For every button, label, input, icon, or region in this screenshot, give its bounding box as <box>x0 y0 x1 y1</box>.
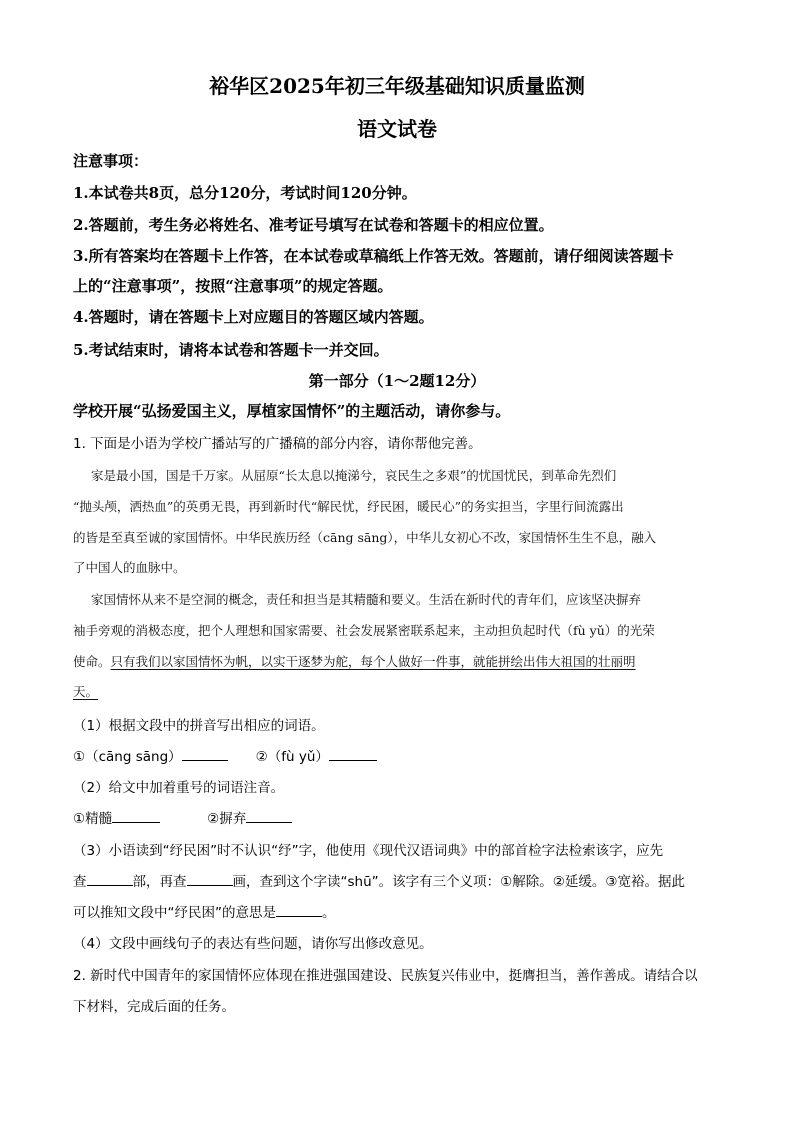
blank-label: ①精髓 <box>73 811 113 827</box>
question-text: 。 <box>322 905 336 921</box>
question-text: 画，查到这个字读“shū”。该字有三个义项：①解除。②延缓。③宽裕。据此 <box>232 874 685 890</box>
question-2-line: 下材料，完成后面的任务。 <box>73 999 235 1015</box>
subquestion-3-line <box>73 870 723 890</box>
answer-blank[interactable] <box>182 746 228 761</box>
answer-blank[interactable] <box>112 808 160 823</box>
blank-label: ①（cāng sāng） <box>73 749 182 765</box>
question-text: 可以推知文段中“纾民困”的意思是 <box>73 905 276 921</box>
notice-item: 上的“注意事项”，按照“注意事项”的规定答题。 <box>73 277 393 295</box>
answer-blank[interactable] <box>329 746 377 761</box>
part-heading: 第一部分（1～2题12分） <box>308 372 486 390</box>
answer-blank[interactable] <box>87 871 133 886</box>
passage-line: 袖手旁观的消极态度，把个人理想和国家需要、社会发展紧密联系起来，主动担负起时代（fù yǔ）的光荣 <box>73 623 655 638</box>
subquestion-3-line: （3）小语读到“纾民困”时不认识“纾”字，他使用《现代汉语词典》中的部首检字法检索该字，应先 <box>73 843 664 859</box>
notice-heading: 注意事项： <box>73 152 149 170</box>
answer-blank[interactable] <box>187 871 233 886</box>
question-text: 查 <box>73 874 87 890</box>
notice-item: 5.考试结束时，请将本试卷和答题卡一并交回。 <box>73 341 389 359</box>
exam-subtitle: 语文试卷 <box>357 117 437 141</box>
notice-item: 2.答题前，考生务必将姓名、准考证号填写在试卷和答题卡的相应位置。 <box>73 216 554 234</box>
answer-blank[interactable] <box>246 808 292 823</box>
question-1-stem: 1. 下面是小语为学校广播站写的广播稿的部分内容，请你帮他完善。 <box>73 436 482 452</box>
question-text: 部，再查 <box>132 874 187 890</box>
underlined-sentence: 只有我们以家国情怀为帆，以实干逐梦为舵，每个人做好一件事，就能拼绘出伟大祖国的壮丽明 <box>110 654 636 669</box>
subquestion-4: （4）文段中画线句子的表达有些问题，请你写出修改意见。 <box>73 936 433 952</box>
passage-line-end <box>73 652 723 670</box>
notice-item: 3.所有答案均在答题卡上作答，在本试卷或草稿纸上作答无效。答题前，请仔细阅读答题卡 <box>73 247 674 265</box>
underlined-sentence-end: 天。 <box>73 684 99 699</box>
answer-blank[interactable] <box>276 902 322 917</box>
notice-item: 1.本试卷共8页，总分120分，考试时间120分钟。 <box>73 184 417 202</box>
notice-item: 4.答题时，请在答题卡上对应题目的答题区域内答题。 <box>73 308 434 326</box>
blank-label: ②摒弃 <box>207 811 247 827</box>
subquestion-1: （1）根据文段中的拼音写出相应的词语。 <box>73 718 325 734</box>
blank-label: ②（fù yǔ） <box>255 749 329 765</box>
activity-intro: 学校开展“弘扬爱国主义，厚植家国情怀”的主题活动，请你参与。 <box>73 402 511 420</box>
subquestion-1-blanks <box>73 745 723 765</box>
passage-line: 家国情怀从来不是空洞的概念，责任和担当是其精髓和要义。生活在新时代的青年们，应该坚决摒弃 <box>91 592 642 607</box>
subquestion-2: （2）给文中加着重号的词语注音。 <box>73 780 285 796</box>
subquestion-3-line <box>73 901 723 921</box>
passage-line: 家是最小国，国是千万家。从屈原“长太息以掩涕兮，哀民生之多艰”的忧国忧民，到革命先烈们 <box>91 468 617 483</box>
passage-line: 了中国人的血脉中。 <box>73 560 186 575</box>
exam-title: 裕华区2025年初三年级基础知识质量监测 <box>209 74 585 98</box>
question-2-line: 2. 新时代中国青年的家国情怀应体现在推进强国建设、民族复兴伟业中，挺膺担当，善作善成。请结合以 <box>73 968 698 984</box>
passage-line: “抛头颅，洒热血”的英勇无畏，再到新时代“解民忧，纾民困，暖民心”的务实担当，字里行间流露出 <box>73 499 624 514</box>
passage-text: 使命。 <box>73 654 111 669</box>
subquestion-2-blanks <box>73 807 723 827</box>
passage-line: 的皆是至真至诚的家国情怀。中华民族历经（cāng sāng），中华儿女初心不改，家国情怀生生不息，融入 <box>73 530 657 545</box>
